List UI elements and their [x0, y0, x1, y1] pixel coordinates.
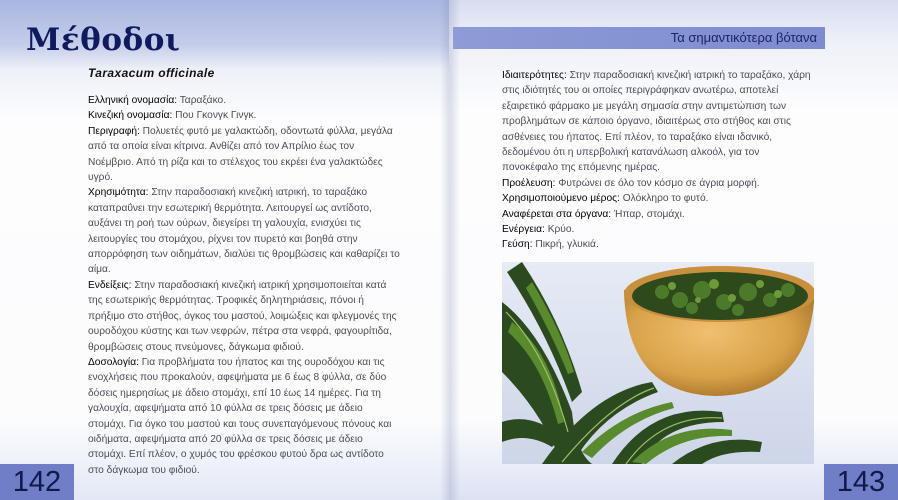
entry-text: Φυτρώνει σε όλο τον κόσμο σε άγρια μορφή.: [555, 177, 760, 189]
entry-greek-name: [88, 93, 400, 108]
entry-label: Κινεζική ονομασία:: [88, 110, 173, 122]
entry-label: Χρησιμότητα:: [88, 187, 149, 199]
entry-text: Στην παραδοσιακή κινεζική ιατρική χρησιμοποιείται κατά της εσωτερικής θερμότητας. Τροφικές δηλητηριάσεις, πόνοι ή πρήξιμο στο στήθος, όγκος του μαστού, λοιμώξεις και φλεγμονές της ουροδόχου κύστης και των νεφρών, πέτρα στα νεφρά, φαγουρίτιδα, θρομβώσεις στους πνεύμονες, δάγκωμα φιδιού.: [88, 279, 397, 353]
entry-text: Πολυετές φυτό με γαλακτώδη, οδοντωτά φύλλα, μεγάλα από τα οποία είναι κίτρινα. Ανθίζει από τον Απρίλιο έως τον Νοέμβριο. Από τη ρίζα και το στέλεχος του εκρέει ένα γαλακτώδες υγρό.: [88, 125, 393, 184]
entry-text: Στην παραδοσιακή κινεζική ιατρική το ταραξάκο, χάρη στις ιδιότητές του οι οποίες περιγράφηκαν ανωτέρω, αποτελεί εξαιρετικό φάρμακο με μεγάλη σημασία στην αντιμετώπιση των προβλημάτων σε κάποιο όργανο, ιδιαιτέρως στο στήθος και στις ασθένειες του ήπατος. Επί πλέον, το ταραξάκο είναι ιδανικό, δεδομένου ότι η υπερβολική κατανάλωση αλκοόλ, για τον πονοκέφαλο της επόμενης ημέρας.: [502, 70, 811, 174]
entry-text: Ήπαρ, στομάχι.: [611, 208, 685, 220]
entry-label: Ιδιαιτερότητες:: [502, 70, 567, 81]
chapter-title: Μέθοδοι: [26, 22, 181, 58]
entry-particularities: [502, 68, 816, 176]
entry-text: Ολόκληρο το φυτό.: [619, 193, 709, 205]
page-number-right: 143: [824, 464, 898, 500]
entry-description: [88, 124, 400, 186]
page-number-left: 142: [0, 464, 74, 500]
section-title-bar: Τα σημαντικότερα βότανα: [453, 27, 825, 49]
plant-latin-name: Taraxacum officinale: [88, 66, 215, 80]
entry-label: Χρησιμοποιούμενο μέρος:: [502, 193, 620, 205]
entry-taste: [502, 237, 816, 252]
entry-origin: [502, 176, 816, 191]
entry-label: Γεύση:: [502, 239, 533, 251]
entry-text: Στην παραδοσιακή κινεζική ιατρική, το ταραξάκο καταπραΰνει την εσωτερική θερμότητα. Λειτουργεί ως αντίδοτο, αυξάνει τη ροή των ούρων, διεγείρει τη γαλουχία, ενισχύει τις λειτουργίες του στομάχου, ρίχνει τον πυρετό και βοηθά στην απορρόφηση των οιδημάτων, διαλύει τις θρομβώσεις και καθαρίζει το αίμα.: [88, 187, 400, 276]
right-text-column: [502, 68, 816, 253]
entry-label: Προέλευση:: [502, 177, 556, 189]
entry-part-used: [502, 191, 816, 206]
entry-text: Πικρή, γλυκιά.: [532, 239, 599, 251]
entry-usefulness: [88, 185, 400, 277]
book-gutter: [440, 0, 460, 500]
entry-text: Κρύο.: [544, 224, 575, 236]
entry-label: Ενδείξεις:: [88, 279, 132, 291]
entry-label: Δοσολογία:: [88, 356, 139, 368]
entry-text: Ταραξάκο.: [177, 95, 227, 106]
entry-label: Ενέργεια:: [502, 224, 545, 236]
entry-label: Περιγραφή:: [88, 125, 140, 137]
dandelion-leaves-bowl-photo: [502, 262, 814, 464]
entry-indications: [88, 278, 400, 355]
entry-chinese-name: [88, 108, 400, 123]
entry-text: Για προβλήματα του ήπατος και της ουροδόχου και τις ενοχλήσεις που προκαλούν, αφεψήματα με 6 έως 8 φύλλα, σε δύο δόσεις ημερησίως με άδειο στομάχι, επί 10 έως 14 ημέρες. Για τη γαλουχία, αφεψήματα από 10 φύλλα σε τρεις δόσεις με άδειο στομάχι. Για όγκο του μαστού και τους συνεπαγόμενους πόνους και οιδήματα, αφεψήματα από 20 φύλλα σε τρεις δόσεις με άδειο στομάχι. Επί πλέον, ο χυμός του φρέσκου φυτού δρα ως αντίδοτο στο δάγκωμα του φιδιού.: [88, 356, 392, 476]
left-text-column: [88, 93, 400, 478]
entry-text: Που Γκονγκ Γινγκ.: [172, 110, 257, 122]
entry-label: Ελληνική ονομασία:: [88, 95, 178, 106]
entry-dosage: [88, 355, 400, 478]
entry-label: Αναφέρεται στα όργανα:: [502, 208, 612, 220]
entry-organs: [502, 207, 816, 222]
entry-energy: [502, 222, 816, 237]
